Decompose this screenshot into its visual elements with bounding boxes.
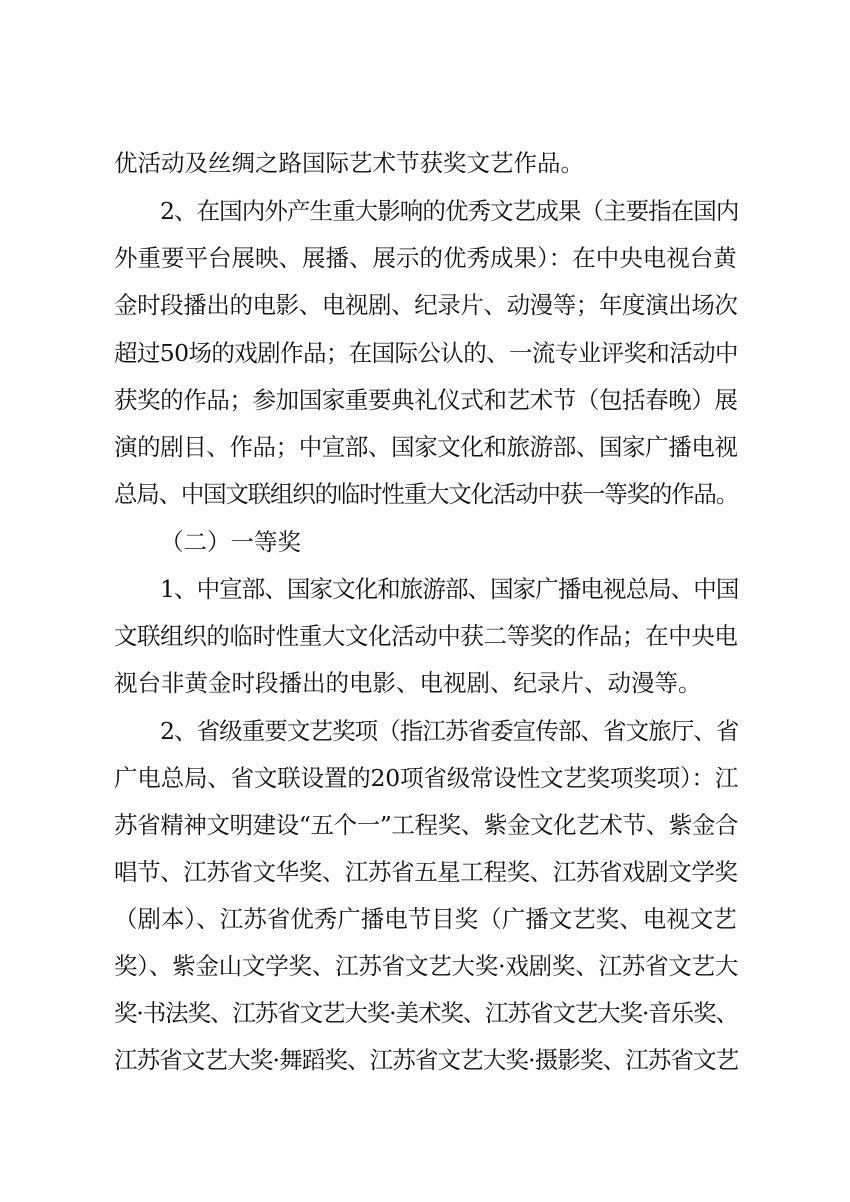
- paragraph-line: 2、省级重要文艺奖项（指江苏省委宣传部、省文旅厅、省: [160, 717, 739, 745]
- paragraph-line: 金时段播出的电影、电视剧、纪录片、动漫等；年度演出场次: [114, 291, 738, 319]
- paragraph-line: 唱节、江苏省文华奖、江苏省五星工程奖、江苏省戏剧文学奖: [114, 858, 738, 886]
- paragraph-line: 广电总局、省文联设置的20项省级常设性文艺奖项奖项）：江: [114, 764, 739, 792]
- paragraph-line: 获奖的作品；参加国家重要典礼仪式和艺术节（包括春晚）展: [114, 386, 738, 414]
- section-heading: （二）一等奖: [160, 528, 301, 556]
- paragraph-line: 演的剧目、作品；中宣部、国家文化和旅游部、国家广播电视: [114, 433, 738, 461]
- paragraph-line: 视台非黄金时段播出的电影、电视剧、纪录片、动漫等。: [114, 669, 702, 697]
- paragraph-line: 超过50场的戏剧作品；在国际公认的、一流专业评奖和活动中: [114, 339, 738, 367]
- paragraph-line: 苏省精神文明建设“五个一”工程奖、紫金文化艺术节、紫金合: [114, 811, 739, 839]
- paragraph-line: 文联组织的临时性重大文化活动中获二等奖的作品；在中央电: [114, 622, 738, 650]
- paragraph-line: （剧本）、江苏省优秀广播电节目奖（广播文艺奖、电视文艺: [114, 905, 737, 933]
- paragraph-line: 奖）、紫金山文学奖、江苏省文艺大奖·戏剧奖、江苏省文艺大: [114, 952, 739, 980]
- paragraph-line: 奖·书法奖、江苏省文艺大奖·美术奖、江苏省文艺大奖·音乐奖、: [114, 999, 738, 1027]
- paragraph-line: 总局、中国文联组织的临时性重大文化活动中获一等奖的作品。: [114, 480, 738, 508]
- paragraph-line: 江苏省文艺大奖·舞蹈奖、江苏省文艺大奖·摄影奖、江苏省文艺: [114, 1046, 739, 1074]
- paragraph-line: 1、中宣部、国家文化和旅游部、国家广播电视总局、中国: [160, 575, 739, 603]
- paragraph-line: 外重要平台展映、展播、展示的优秀成果）：在中央电视台黄: [114, 244, 737, 272]
- paragraph-line: 优活动及丝绸之路国际艺术节获奖文艺作品。: [114, 149, 584, 177]
- paragraph-line: 2、在国内外产生重大影响的优秀文艺成果（主要指在国内: [160, 197, 739, 225]
